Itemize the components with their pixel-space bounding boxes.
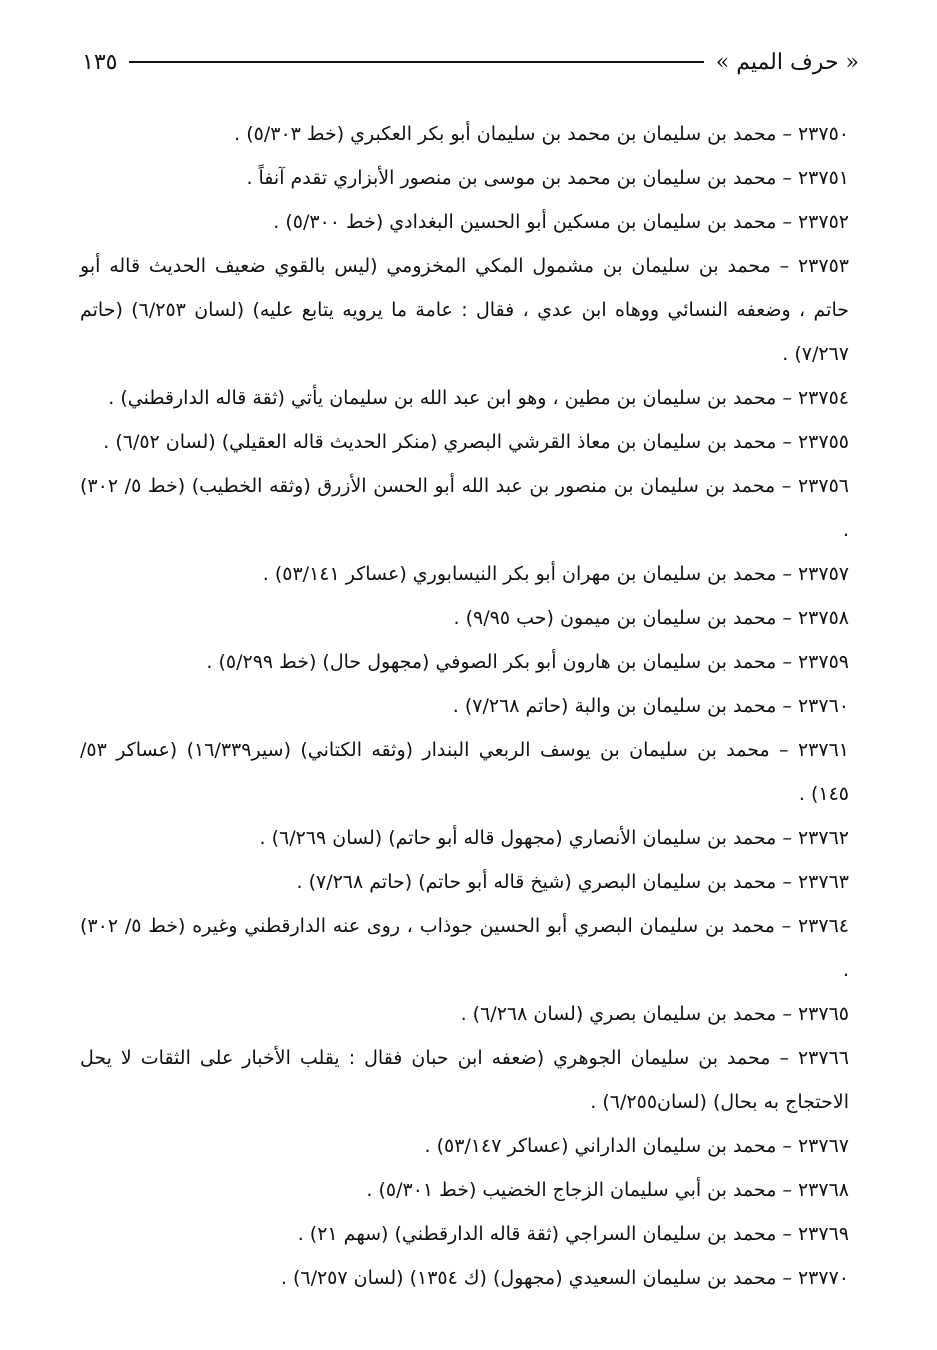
- entry-text: محمد بن سليمان بن مهران أبو بكر النيسابوري (عساكر ٥٣/١٤١) .: [262, 563, 777, 585]
- entry: [80, 728, 849, 816]
- entry-text: محمد بن سليمان بن منصور بن عبد الله أبو الحسن الأزرق (وثقه الخطيب) (خط ٥/ ٣٠٢) .: [80, 475, 849, 541]
- separator: –: [782, 871, 792, 893]
- entry-number: ٢٣٧٥٥: [797, 431, 849, 453]
- entry-text: محمد بن سليمان بن مسكين أبو الحسين البغدادي (خط ٥/٣٠٠) .: [273, 211, 777, 233]
- entry-text: محمد بن سليمان الجوهري (ضعفه ابن حبان فقال : يقلب الأخبار على الثقات لا يحل الاحتجاج به بحال) (لسان٦/٢٥٥) .: [80, 1047, 849, 1113]
- entry-text: محمد بن سليمان بن مطين ، وهو ابن عبد الله بن سليمان يأتي (ثقة قاله الدارقطني) .: [108, 387, 777, 409]
- separator: –: [782, 167, 792, 189]
- entry: [80, 860, 849, 904]
- separator: –: [781, 475, 792, 497]
- entry-text: محمد بن سليمان بصري (لسان ٦/٢٦٨) .: [460, 1003, 777, 1025]
- entry-number: ٢٣٧٥٩: [797, 651, 849, 673]
- entry-number: ٢٣٧٥٤: [797, 387, 849, 409]
- entry-number: ٢٣٧٦٢: [797, 827, 849, 849]
- separator: –: [782, 1135, 792, 1157]
- separator: –: [782, 563, 792, 585]
- entry-text: محمد بن سليمان بن محمد بن سليمان أبو بكر العكبري (خط ٥/٣٠٣) .: [234, 123, 777, 145]
- entry-number: ٢٣٧٦١: [797, 739, 849, 761]
- entry-list: [80, 112, 849, 1300]
- separator: –: [782, 211, 792, 233]
- entry-number: ٢٣٧٥٠: [797, 123, 849, 145]
- entry-number: ٢٣٧٦٣: [797, 871, 849, 893]
- entry-text: محمد بن سليمان بن ميمون (حب ٩/٩٥) .: [453, 607, 777, 629]
- entry-text: محمد بن سليمان بن هارون أبو بكر الصوفي (مجهول حال) (خط ٥/٢٩٩) .: [206, 651, 777, 673]
- separator: –: [782, 431, 792, 453]
- entry: [80, 904, 849, 992]
- header-rule: [129, 61, 703, 63]
- entry-text: محمد بن سليمان البصري (شيخ قاله أبو حاتم) (حاتم ٧/٢٦٨) .: [296, 871, 777, 893]
- entry: [80, 156, 849, 200]
- entry-text: محمد بن سليمان بن والبة (حاتم ٧/٢٦٨) .: [452, 695, 777, 717]
- entry: [80, 1168, 849, 1212]
- entry-text: محمد بن سليمان بن يوسف الربعي البندار (وثقه الكتاني) (سير١٦/٣٣٩) (عساكر ٥٣/ ١٤٥) .: [80, 739, 849, 805]
- entry-text: محمد بن سليمان بن مشمول المكي المخزومي (ليس بالقوي ضعيف الحديث قاله أبو حاتم ، وضعفه النسائي ووهاه ابن عدي ، فقال : عامة ما يرويه يتابع عليه) (لسان ٦/٢٥٣) (حاتم ٧/٢٦٧) .: [80, 255, 849, 365]
- separator: –: [782, 827, 792, 849]
- entry-text: محمد بن سليمان الداراني (عساكر ٥٣/١٤٧) .: [424, 1135, 777, 1157]
- separator: –: [779, 1047, 789, 1069]
- separator: –: [782, 123, 792, 145]
- entry: [80, 420, 849, 464]
- entry: [80, 640, 849, 684]
- separator: –: [779, 739, 789, 761]
- entry-number: ٢٣٧٥٢: [797, 211, 849, 233]
- entry: [80, 200, 849, 244]
- separator: –: [782, 651, 792, 673]
- entry-number: ٢٣٧٦٤: [797, 915, 849, 937]
- entry-number: ٢٣٧٥٣: [797, 255, 849, 277]
- entry: [80, 684, 849, 728]
- entry-number: ٢٣٧٦٦: [797, 1047, 849, 1069]
- entry: [80, 992, 849, 1036]
- entry-number: ٢٣٧٥٨: [797, 607, 849, 629]
- entry: [80, 244, 849, 376]
- entry-number: ٢٣٧٦٩: [797, 1223, 849, 1245]
- entry: [80, 1124, 849, 1168]
- separator: –: [782, 1179, 792, 1201]
- page-header: [82, 42, 859, 82]
- entry-number: ٢٣٧٦٥: [797, 1003, 849, 1025]
- separator: –: [782, 1003, 792, 1025]
- entry-number: ٢٣٧٦٨: [797, 1179, 849, 1201]
- entry: [80, 552, 849, 596]
- separator: –: [782, 695, 792, 717]
- entry-number: ٢٣٧٦٠: [797, 695, 849, 717]
- separator: –: [781, 915, 792, 937]
- entry-number: ٢٣٧٧٠: [797, 1267, 849, 1289]
- entry-text: محمد بن سليمان بن محمد بن موسى بن منصور الأبزاري تقدم آنفاً .: [246, 167, 777, 189]
- entry: [80, 112, 849, 156]
- entry-text: محمد بن سليمان السعيدي (مجهول) (ك ١٣٥٤) (لسان ٦/٢٥٧) .: [280, 1267, 777, 1289]
- entry: [80, 596, 849, 640]
- separator: –: [782, 1223, 792, 1245]
- entry: [80, 1256, 849, 1300]
- separator: –: [782, 387, 792, 409]
- entry-text: محمد بن سليمان بن معاذ القرشي البصري (منكر الحديث قاله العقيلي) (لسان ٦/٥٢) .: [103, 431, 777, 453]
- entry-number: ٢٣٧٥٦: [797, 475, 849, 497]
- entry-number: ٢٣٧٦٧: [797, 1135, 849, 1157]
- entry-number: ٢٣٧٥١: [797, 167, 849, 189]
- entry-number: ٢٣٧٥٧: [797, 563, 849, 585]
- entry: [80, 376, 849, 420]
- entry: [80, 1036, 849, 1124]
- page-number: ١٣٥: [82, 49, 118, 75]
- separator: –: [779, 255, 790, 277]
- separator: –: [782, 607, 792, 629]
- entry: [80, 816, 849, 860]
- entry-text: محمد بن سليمان البصري أبو الحسين جوذاب ، روى عنه الدارقطني وغيره (خط ٥/ ٣٠٢) .: [80, 915, 849, 981]
- entry: [80, 464, 849, 552]
- entry-text: محمد بن سليمان السراجي (ثقة قاله الدارقطني) (سهم ٢١) .: [297, 1223, 777, 1245]
- entry: [80, 1212, 849, 1256]
- chapter-title: « حرف الميم »: [715, 49, 859, 75]
- separator: –: [782, 1267, 792, 1289]
- entry-text: محمد بن أبي سليمان الزجاج الخضيب (خط ٥/٣٠١) .: [366, 1179, 777, 1201]
- entry-text: محمد بن سليمان الأنصاري (مجهول قاله أبو حاتم) (لسان ٦/٢٦٩) .: [259, 827, 777, 849]
